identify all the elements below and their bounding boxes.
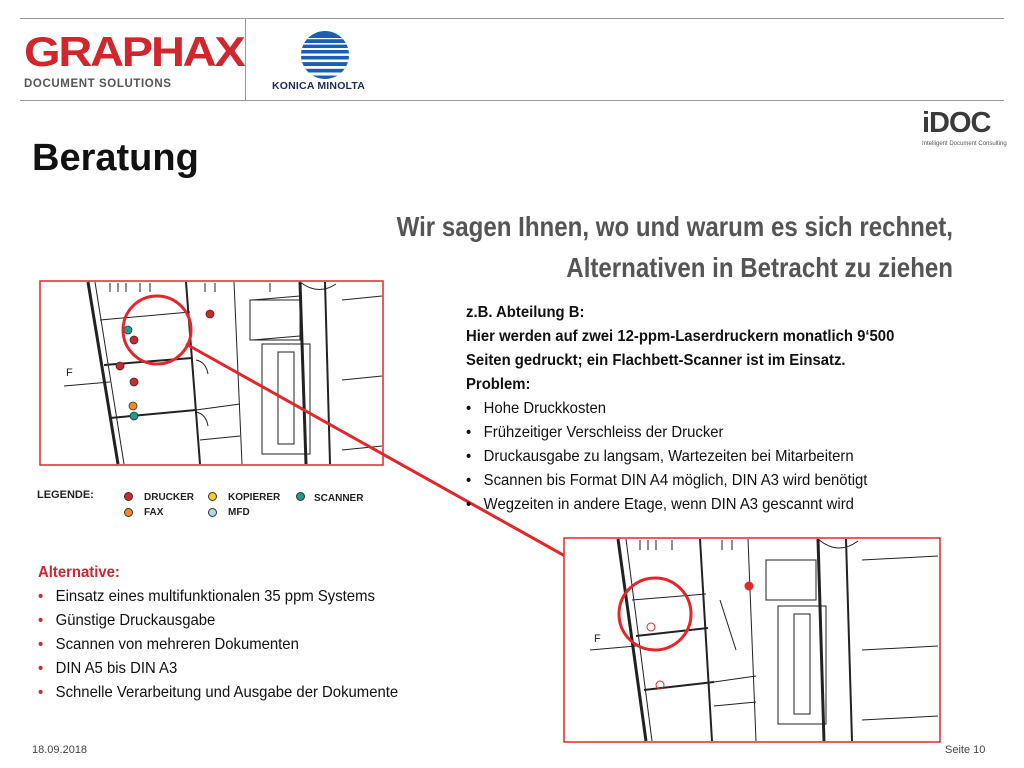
legend-dot-kopierer xyxy=(208,492,217,501)
footer-page-number: Seite 10 xyxy=(945,744,986,756)
plan-dot-scanner xyxy=(130,412,138,420)
legend-dot-scanner xyxy=(296,492,305,501)
legend-kopierer: KOPIERER xyxy=(228,492,281,503)
department-label: z.B. Abteilung B: xyxy=(466,304,585,321)
plan-dot-printer xyxy=(206,310,214,318)
legend-dot-drucker xyxy=(124,492,133,501)
idoc-logo: iDOC xyxy=(922,107,991,139)
alternative-item: • Schnelle Verarbeitung und Ausgabe der Dokumente xyxy=(38,684,399,701)
slide-title: Beratung xyxy=(32,137,199,179)
plan-before-zone-label: F xyxy=(66,367,73,379)
legend-drucker: DRUCKER xyxy=(144,492,194,503)
legend-dot-mfd xyxy=(208,508,217,517)
alternative-block xyxy=(38,561,458,705)
plan-after-zone-label: F xyxy=(594,633,601,645)
legend-dot-fax xyxy=(124,508,133,517)
graphax-tagline: DOCUMENT SOLUTIONS xyxy=(24,78,172,90)
legend-fax: FAX xyxy=(144,507,164,518)
plan-dot-printer xyxy=(116,362,124,370)
alternative-item: • Einsatz eines multifunktionalen 35 ppm Systems xyxy=(38,588,375,605)
plan-dot-printer xyxy=(130,336,138,344)
problem-item: • Wegzeiten in andere Etage, wenn DIN A3 gescannt wird xyxy=(466,496,854,513)
legend-mfd: MFD xyxy=(228,507,250,518)
headline-line-1: Wir sagen Ihnen, wo und warum es sich rechnet, xyxy=(396,211,953,242)
graphax-logo: GRAPHAX xyxy=(24,28,244,75)
alternative-item: • DIN A5 bis DIN A3 xyxy=(38,660,178,677)
problem-item: • Scannen bis Format DIN A4 möglich, DIN A3 wird benötigt xyxy=(466,472,868,489)
plan-dot-printer xyxy=(130,378,138,386)
problem-item: • Frühzeitiger Verschleiss der Drucker xyxy=(466,424,724,441)
alternative-label: Alternative: xyxy=(38,564,120,581)
alternative-item: • Scannen von mehreren Dokumenten xyxy=(38,636,299,653)
plan-dot-mfd xyxy=(745,582,754,591)
department-line-1: Hier werden auf zwei 12-ppm-Laserdruckern monatlich 9‘500 xyxy=(466,328,895,345)
plan-dot-fax xyxy=(129,402,137,410)
idoc-tagline: Intelligent Document Consulting xyxy=(922,141,1007,147)
department-info xyxy=(466,301,956,517)
legend-label: LEGENDE: xyxy=(37,489,94,501)
department-line-2: Seiten gedruckt; ein Flachbett-Scanner ist im Einsatz. xyxy=(466,352,846,369)
legend-scanner: SCANNER xyxy=(314,493,364,504)
problem-item: • Druckausgabe zu langsam, Wartezeiten bei Mitarbeitern xyxy=(466,448,854,465)
headline-line-2: Alternativen in Betracht zu ziehen xyxy=(566,252,953,283)
alternative-item: • Günstige Druckausgabe xyxy=(38,612,216,629)
plan-dot-scanner xyxy=(124,326,132,334)
footer-date: 18.09.2018 xyxy=(32,744,88,756)
problem-item: • Hohe Druckkosten xyxy=(466,400,607,417)
problem-label: Problem: xyxy=(466,376,531,393)
konica-minolta-wordmark: KONICA MINOLTA xyxy=(272,80,366,92)
